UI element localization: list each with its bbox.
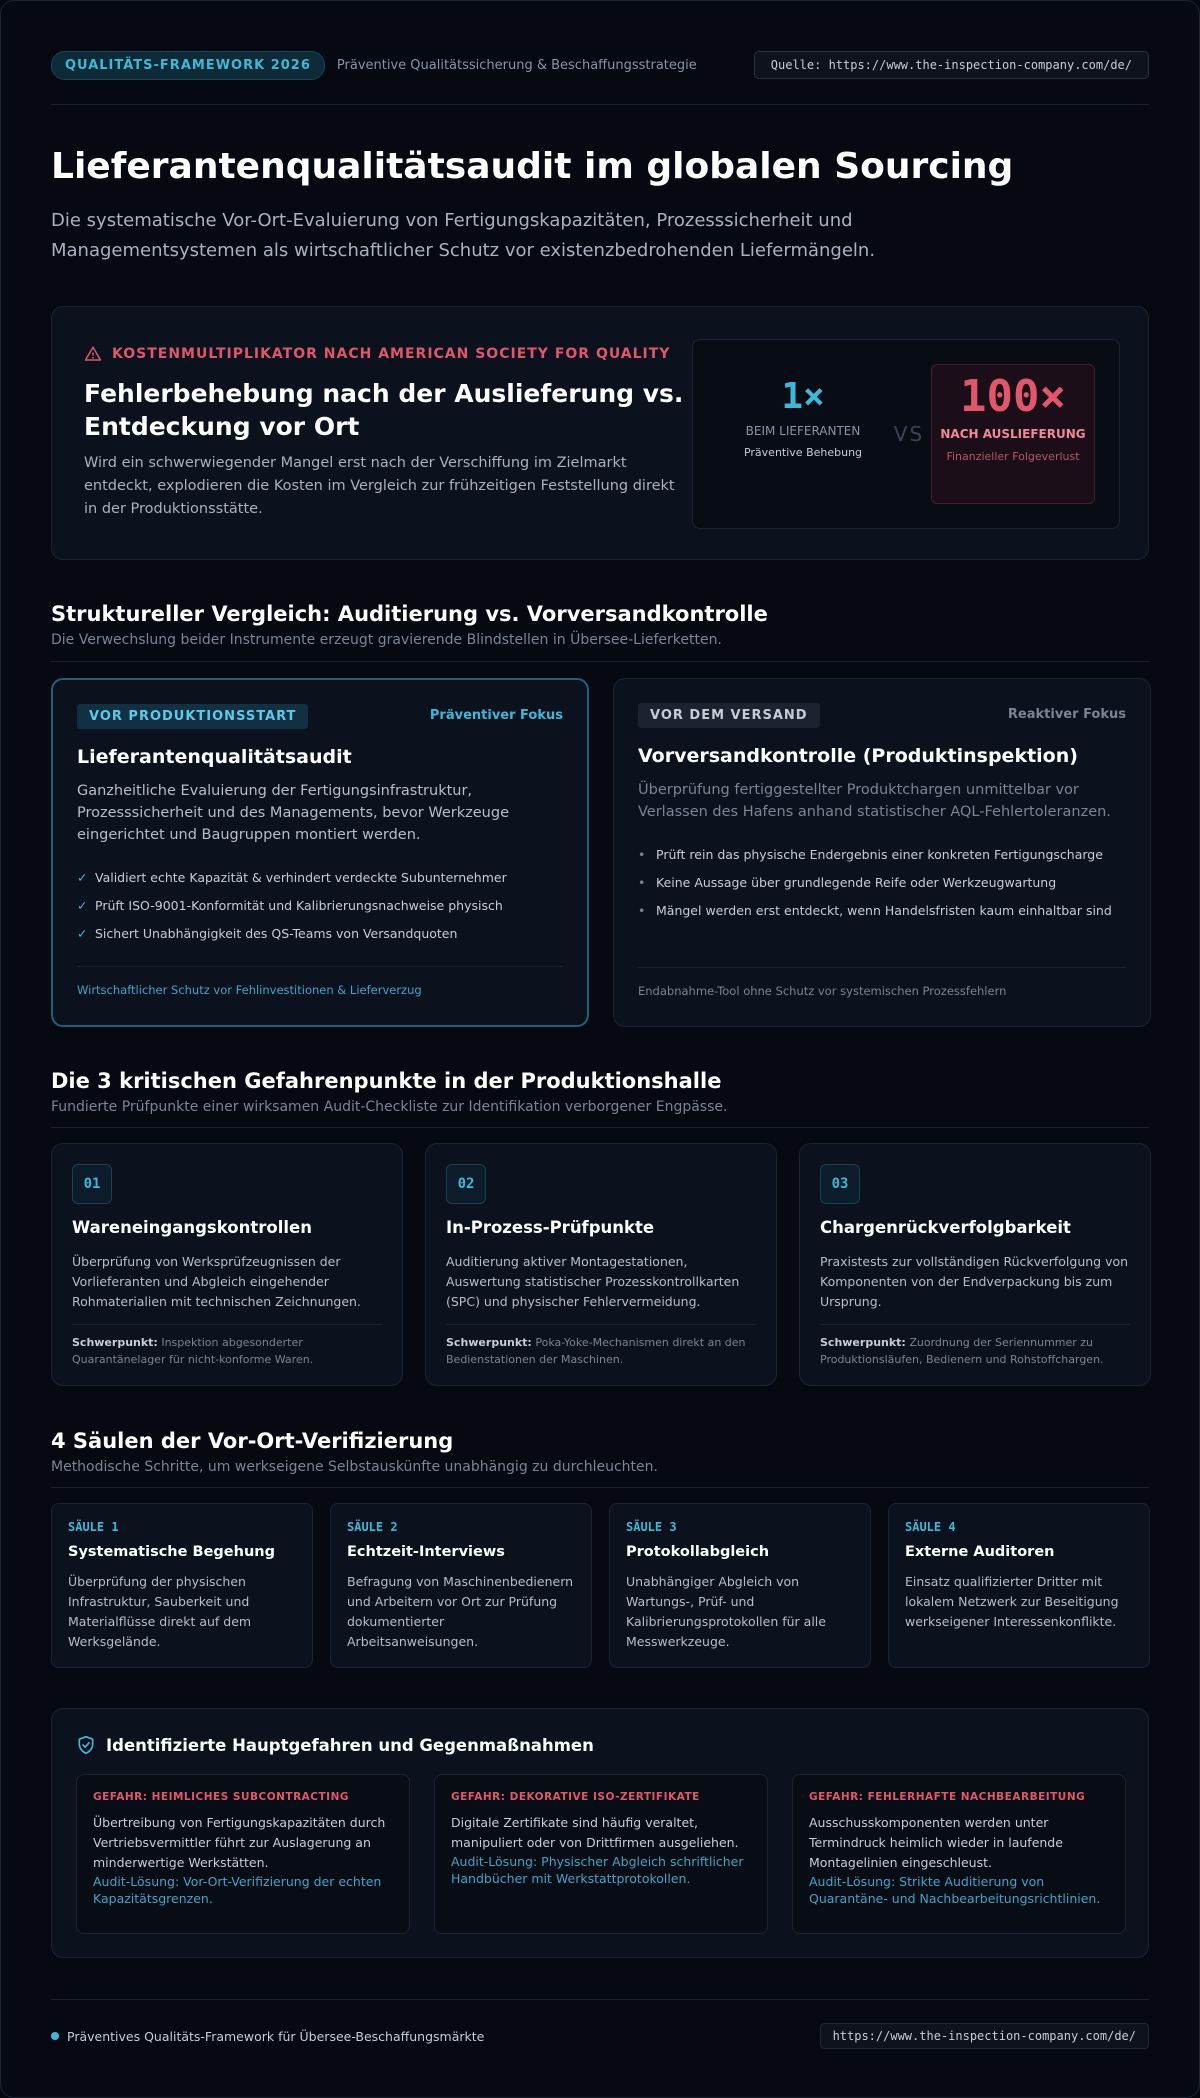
pillar-card [888,1503,1150,1668]
framework-badge: QUALITÄTS-FRAMEWORK 2026 [51,51,325,80]
risk-key: GEFAHR: HEIMLICHES SUBCONTRACTING [93,1791,349,1803]
hazard-title: Wareneingangskontrollen [72,1218,312,1237]
footer [51,2023,1149,2049]
focus-label: Schwerpunkt: [446,1336,532,1349]
cost-comparison [692,339,1120,529]
hazard-number: 01 [72,1164,112,1204]
audit-tag: VOR PRODUKTIONSSTART [77,704,308,729]
focus-label: Schwerpunkt: [72,1336,158,1349]
bullet-icon: • [638,847,646,862]
hazard-focus [820,1334,1132,1368]
hazard-focus [72,1334,384,1368]
list-item [638,847,1138,875]
hazard-card [51,1143,403,1386]
section-title: 4 Säulen der Vor-Ort-Verifizierung [51,1429,454,1453]
hazard-focus [446,1334,758,1368]
section-subtitle: Die Verwechslung beider Instrumente erzeugt gravierende Blindstellen in Übersee-Lieferketten. [51,632,722,648]
section-subtitle: Fundierte Prüfpunkte einer wirksamen Audit-Checkliste zur Identifikation verborgener Engpässe. [51,1099,728,1115]
page-title: Lieferantenqualitätsaudit im globalen Sourcing [51,146,1014,187]
cost-title: Fehlerbehebung nach der Auslieferung vs. Entdeckung vor Ort [84,379,684,441]
list-item [77,926,577,954]
risk-card [434,1774,768,1934]
footer-url-link[interactable]: https://www.the-inspection-company.com/de/ [820,2023,1149,2049]
hazard-number: 02 [446,1164,486,1204]
compare-section-header [51,602,1149,648]
section-title: Struktureller Vergleich: Auditierung vs. Vorversandkontrolle [51,602,768,626]
header-subtitle: Präventive Qualitätssicherung & Beschaffungsstrategie [336,57,697,73]
pillar-card [330,1503,592,1668]
cost-delivery-value: 100× [960,371,1066,422]
pillar-desc: Unabhängiger Abgleich von Wartungs-, Prüf- und Kalibrierungsprotokollen für alle Messwerkzeuge. [626,1574,826,1649]
risk-solution: Audit-Lösung: Vor-Ort-Verifizierung der echten Kapazitätsgrenzen. [93,1874,382,1906]
cost-eyebrow: KOSTENMULTIPLIKATOR NACH AMERICAN SOCIETY FOR QUALITY [112,346,671,362]
card-divider [638,967,1126,968]
risk-solution: Audit-Lösung: Physischer Abgleich schriftlicher Handbücher mit Werkstattprotokollen. [451,1854,744,1886]
audit-focus: Präventiver Fokus [429,708,563,723]
page-lead: Die systematische Vor-Ort-Evaluierung von Fertigungskapazitäten, Prozesssicherheit und Managementsystemen als wirtschaftlicher Schutz vor existenzbedrohenden Liefermängeln. [51,210,876,261]
list-item [77,870,577,898]
card-divider [820,1324,1130,1325]
check-icon: ✓ [77,870,88,885]
risk-desc: Ausschusskomponenten werden unter Termindruck heimlich wieder in laufende Montagelinien eingeschleust. [809,1815,1063,1870]
list-item-text: Sichert Unabhängigkeit des QS-Teams von Versandquoten [95,926,458,941]
pillar-desc: Einsatz qualifizierter Dritter mit lokalem Netzwerk zur Beseitigung werkseigener Interessenkonflikte. [905,1574,1119,1629]
inspection-list [638,847,1138,931]
status-dot-icon [51,2032,59,2040]
hazard-title: In-Prozess-Prüfpunkte [446,1218,655,1237]
bullet-icon: • [638,903,646,918]
risk-desc: Übertreibung von Fertigungskapazitäten durch Vertriebsvermittler führt zur Auslagerung an minderwertige Werkstätten. [93,1815,386,1870]
inspection-tag: VOR DEM VERSAND [638,703,820,728]
audit-title: Lieferantenqualitätsaudit [77,746,352,768]
list-item-text: Keine Aussage über grundlegende Reife oder Werkzeugwartung [656,875,1057,890]
cost-delivery-label: NACH AUSLIEFERUNG [940,427,1086,441]
warning-icon [84,345,102,363]
focus-text: Poka-Yoke-Mechanismen direkt an den Bedienstationen der Maschinen. [446,1336,746,1366]
pillars-section-header [51,1429,1149,1475]
list-item-text: Validiert echte Kapazität & verhindert verdeckte Subunternehmer [95,870,507,885]
pillar-title: Externe Auditoren [905,1544,1055,1560]
audit-card [51,678,589,1027]
list-item-text: Prüft ISO-9001-Konformität und Kalibrierungsnachweise physisch [95,898,503,913]
pillar-card [51,1503,313,1668]
header-divider [51,104,1149,105]
hazard-card [799,1143,1151,1386]
card-divider [77,966,563,967]
cost-supplier [733,376,873,461]
vs-label: VS [893,422,925,446]
audit-desc: Ganzheitliche Evaluierung der Fertigungsinfrastruktur, Prozesssicherheit und des Managements, bevor Werkzeuge eingerichtet und Baugruppen montiert werden. [77,783,509,843]
cost-supplier-value: 1× [781,376,825,417]
footer-text: Präventives Qualitäts-Framework für Übersee-Beschaffungsmärkte [67,2028,485,2044]
pillar-key: SÄULE 2 [347,1520,398,1534]
inspection-footer: Endabnahme-Tool ohne Schutz vor systemischen Prozessfehlern [638,984,1007,998]
warning-row [84,345,670,363]
inspection-desc: Überprüfung fertiggestellter Produktchargen unmittelbar vor Verlassen des Hafens anhand statistischer AQL-Fehlertoleranzen. [638,782,1111,820]
check-icon: ✓ [77,898,88,913]
check-icon: ✓ [77,926,88,941]
inspection-card [613,678,1151,1027]
pillar-desc: Überprüfung der physischen Infrastruktur, Sauberkeit und Materialflüsse direkt auf dem Werksgelände. [68,1574,252,1649]
list-item [638,903,1138,931]
section-divider [51,1487,1149,1488]
cost-supplier-note: Präventive Behebung [743,446,863,459]
hazard-desc: Auditierung aktiver Montagestationen, Auswertung statistischer Prozesskontrollkarten (SPC) und physischer Fehlervermeidung. [446,1254,740,1309]
cost-supplier-label: BEIM LIEFERANTEN [745,424,861,438]
risk-key: GEFAHR: DEKORATIVE ISO-ZERTIFIKATE [451,1791,700,1803]
card-divider [446,1324,756,1325]
hazard-desc: Praxistests zur vollständigen Rückverfolgung von Komponenten von der Endverpackung bis zum Ursprung. [820,1254,1129,1309]
pillar-card [609,1503,871,1668]
hazard-desc: Überprüfung von Werksprüfzeugnissen der Vorlieferanten und Abgleich eingehender Rohmaterialien mit technischen Zeichnungen. [72,1254,361,1309]
focus-label: Schwerpunkt: [820,1336,906,1349]
pillar-desc: Befragung von Maschinenbedienern und Arbeitern vor Ort zur Prüfung dokumentierter Arbeitsanweisungen. [347,1574,574,1649]
section-subtitle: Methodische Schritte, um werkseigene Selbstauskünfte unabhängig zu durchleuchten. [51,1459,658,1475]
pillar-title: Protokollabgleich [626,1544,770,1560]
risks-title: Identifizierte Hauptgefahren und Gegenmaßnahmen [106,1735,594,1755]
cost-delivery [931,364,1095,504]
cost-delivery-note: Finanzieller Folgeverlust [946,450,1080,463]
hazard-number: 03 [820,1164,860,1204]
focus-text: Zuordnung der Seriennummer zu Produktionsläufen, Bedienern und Rohstoffchargen. [820,1336,1104,1366]
shield-check-icon [76,1735,96,1755]
footer-divider [51,1999,1149,2000]
card-divider [72,1324,382,1325]
source-link[interactable]: Quelle: https://www.the-inspection-company.com/de/ [754,51,1149,79]
section-title: Die 3 kritischen Gefahrenpunkte in der Produktionshalle [51,1069,722,1093]
pillar-key: SÄULE 1 [68,1520,119,1534]
inspection-title: Vorversandkontrolle (Produktinspektion) [638,745,1078,767]
hazards-section-header [51,1069,1149,1115]
cost-multiplier-panel [51,306,1149,560]
risk-key: GEFAHR: FEHLERHAFTE NACHBEARBEITUNG [809,1791,1086,1803]
pillar-title: Echtzeit-Interviews [347,1544,505,1560]
risks-header [76,1735,594,1755]
pillar-title: Systematische Begehung [68,1544,275,1560]
pillar-key: SÄULE 4 [905,1520,956,1534]
list-item [638,875,1138,903]
risks-panel [51,1708,1149,1958]
list-item [77,898,577,926]
audit-list [77,870,577,954]
cost-text: Wird ein schwerwiegender Mangel erst nach der Verschiffung im Zielmarkt entdeckt, explodieren die Kosten im Vergleich zur frühzeitigen Feststellung direkt in der Produktionsstätte. [84,455,675,517]
hazard-title: Chargenrückverfolgbarkeit [820,1218,1071,1237]
bullet-icon: • [638,875,646,890]
inspection-focus: Reaktiver Fokus [1007,707,1126,722]
focus-text: Inspektion abgesonderter Quarantänelager für nicht-konforme Waren. [72,1336,314,1366]
hazard-card [425,1143,777,1386]
pillar-key: SÄULE 3 [626,1520,677,1534]
list-item-text: Prüft rein das physische Endergebnis einer konkreten Fertigungscharge [656,847,1103,862]
risk-card [792,1774,1126,1934]
section-divider [51,661,1149,662]
list-item-text: Mängel werden erst entdeckt, wenn Handelsfristen kaum einhaltbar sind [656,903,1112,918]
risk-desc: Digitale Zertifikate sind häufig veraltet, manipuliert oder von Drittfirmen ausgeliehen. [451,1815,739,1850]
audit-footer: Wirtschaftlicher Schutz vor Fehlinvestitionen & Lieferverzug [77,983,422,997]
risk-solution: Audit-Lösung: Strikte Auditierung von Quarantäne- und Nachbearbeitungsrichtlinien. [809,1874,1101,1906]
top-bar [51,51,1149,79]
section-divider [51,1127,1149,1128]
risk-card [76,1774,410,1934]
